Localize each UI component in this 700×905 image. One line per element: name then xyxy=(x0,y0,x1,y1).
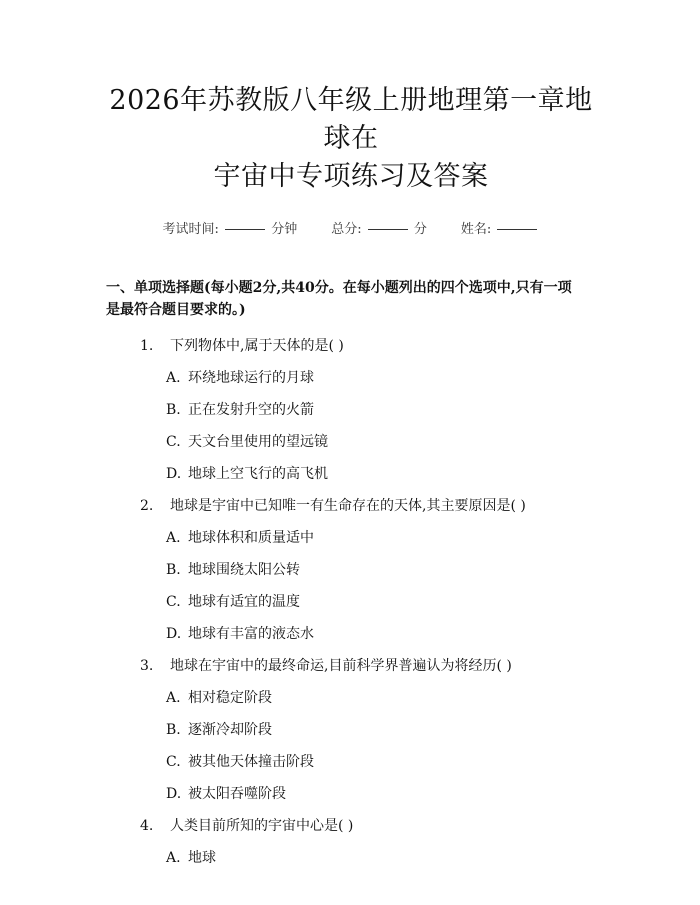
option-label: B. xyxy=(166,562,181,578)
option-b xyxy=(166,559,604,581)
option-text: 正在发射升空的火箭 xyxy=(188,402,314,418)
question-number: 1. xyxy=(140,338,154,354)
option-a xyxy=(166,687,604,709)
total-score-label: 总分: xyxy=(331,222,362,237)
option-text: 地球有丰富的液态水 xyxy=(188,626,314,642)
option-a xyxy=(166,847,604,869)
exam-time-blank xyxy=(225,229,265,230)
title-line-1: 2026年苏教版八年级上册地理第一章地球在 xyxy=(109,85,593,154)
option-d xyxy=(166,623,604,645)
question-2-options xyxy=(98,527,604,645)
option-b xyxy=(166,719,604,741)
option-label: B. xyxy=(166,722,181,738)
page-title xyxy=(98,82,604,196)
option-label: C. xyxy=(166,754,181,770)
title-line-2: 宇宙中专项练习及答案 xyxy=(213,161,489,192)
question-1 xyxy=(140,335,604,357)
option-label: A. xyxy=(166,690,181,706)
option-b xyxy=(166,399,604,421)
exam-time-label: 考试时间: xyxy=(162,222,219,237)
option-text: 地球 xyxy=(188,850,216,866)
option-c xyxy=(166,751,604,773)
question-3 xyxy=(140,655,604,677)
section-heading-line-1: 一、单项选择题(每小题2分,共40分。在每小题列出的四个选项中,只有一项 xyxy=(106,280,572,296)
option-label: A. xyxy=(166,370,181,386)
option-d xyxy=(166,783,604,805)
exam-meta xyxy=(98,218,604,237)
question-1-options xyxy=(98,367,604,485)
question-text: 人类目前所知的宇宙中心是( ) xyxy=(170,818,354,834)
question-number: 2. xyxy=(140,498,154,514)
section-heading xyxy=(106,277,604,321)
question-2 xyxy=(140,495,604,517)
option-a xyxy=(166,367,604,389)
student-name-label: 姓名: xyxy=(460,222,492,237)
option-text: 地球围绕太阳公转 xyxy=(188,562,300,578)
student-name-blank xyxy=(497,229,537,230)
option-text: 被其他天体撞击阶段 xyxy=(188,754,314,770)
question-text: 地球是宇宙中已知唯一有生命存在的天体,其主要原因是( ) xyxy=(170,498,526,514)
option-label: D. xyxy=(166,466,182,482)
option-label: C. xyxy=(166,434,181,450)
option-c xyxy=(166,591,604,613)
option-c xyxy=(166,431,604,453)
total-score-unit: 分 xyxy=(413,222,427,237)
exam-time xyxy=(163,218,298,237)
option-label: C. xyxy=(166,594,181,610)
exam-time-unit: 分钟 xyxy=(271,222,298,237)
question-text: 地球在宇宙中的最终命运,目前科学界普遍认为将经历( ) xyxy=(170,658,512,674)
option-label: A. xyxy=(166,850,181,866)
option-a xyxy=(166,527,604,549)
question-number: 3. xyxy=(140,658,154,674)
total-score-blank xyxy=(368,229,408,230)
option-label: D. xyxy=(166,786,182,802)
option-text: 地球体积和质量适中 xyxy=(188,530,314,546)
option-text: 天文台里使用的望远镜 xyxy=(188,434,328,450)
section-heading-line-2: 是最符合题目要求的。) xyxy=(106,302,246,318)
option-label: A. xyxy=(166,530,181,546)
option-text: 环绕地球运行的月球 xyxy=(188,370,314,386)
student-name xyxy=(461,218,540,237)
option-text: 被太阳吞噬阶段 xyxy=(188,786,286,802)
question-4-options xyxy=(98,847,604,869)
question-4 xyxy=(140,815,604,837)
total-score xyxy=(331,218,427,237)
option-text: 地球上空飞行的高飞机 xyxy=(188,466,328,482)
option-label: B. xyxy=(166,402,181,418)
option-text: 逐渐冷却阶段 xyxy=(188,722,272,738)
option-label: D. xyxy=(166,626,182,642)
option-d xyxy=(166,463,604,485)
question-3-options xyxy=(98,687,604,805)
question-number: 4. xyxy=(140,818,154,834)
option-text: 相对稳定阶段 xyxy=(188,690,272,706)
question-text: 下列物体中,属于天体的是( ) xyxy=(170,338,344,354)
option-text: 地球有适宜的温度 xyxy=(188,594,300,610)
